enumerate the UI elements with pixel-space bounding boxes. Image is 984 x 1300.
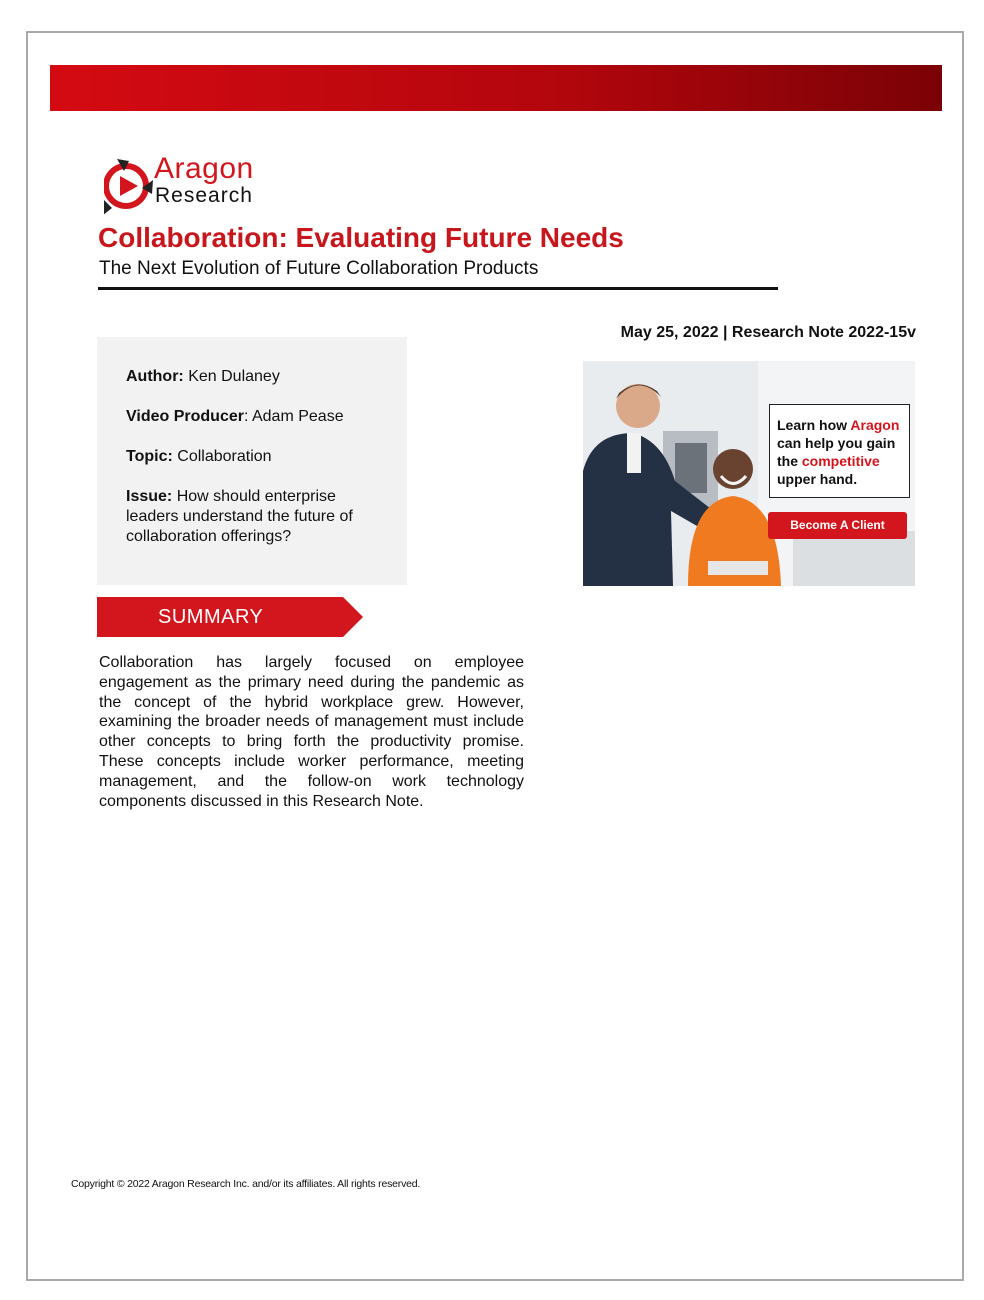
summary-body: Collaboration has largely focused on employee engagement as the primary need during the pandemic as the concept of the hybrid workplace grew. However, examining the broader needs of management must include other concepts to bring forth the productivity promise. These concepts include worker performance, meeting management, and the follow-on work technology components discussed in this Research Note. xyxy=(99,654,524,810)
author-value: Ken Dulaney xyxy=(183,368,280,385)
topic-label: Topic: xyxy=(126,448,173,465)
video-producer-label: Video Producer xyxy=(126,408,244,425)
topic-line xyxy=(126,447,388,467)
info-box xyxy=(97,337,407,585)
video-producer-value: : Adam Pease xyxy=(243,408,344,425)
top-banner xyxy=(50,65,942,111)
document-subtitle: The Next Evolution of Future Collaboration Products xyxy=(99,258,539,279)
copyright-notice: Copyright © 2022 Aragon Research Inc. and/or its affiliates. All rights reserved. xyxy=(71,1178,421,1190)
logo-wordmark-aragon: Aragon xyxy=(154,152,254,185)
issue-value: How should enterprise leaders understand the future of collaboration offerings? xyxy=(126,488,353,545)
ad-text-highlight: competitive xyxy=(801,453,880,469)
logo-wordmark-research: Research xyxy=(155,184,253,207)
ad-message xyxy=(777,416,911,488)
issue-line xyxy=(126,487,388,547)
issue-label: Issue: xyxy=(126,488,173,505)
video-producer-line xyxy=(126,407,388,427)
ad-text-brand: Aragon xyxy=(850,417,900,433)
ad-text-part-2: can help you gain the xyxy=(777,435,896,469)
author-line xyxy=(126,367,388,387)
become-client-button[interactable]: Become A Client xyxy=(768,512,907,539)
date-research-note: May 25, 2022 | Research Note 2022-15v xyxy=(620,324,916,341)
become-client-ad[interactable] xyxy=(583,361,915,586)
document-title: Collaboration: Evaluating Future Needs xyxy=(98,222,624,253)
summary-heading: SUMMARY xyxy=(158,606,264,628)
ad-message-panel xyxy=(769,404,910,498)
author-label: Author: xyxy=(126,368,184,385)
ad-text-part-3: upper hand. xyxy=(777,471,858,487)
title-divider xyxy=(98,287,778,290)
ad-text-part-1: Learn how xyxy=(777,417,851,433)
topic-value: Collaboration xyxy=(172,448,272,465)
